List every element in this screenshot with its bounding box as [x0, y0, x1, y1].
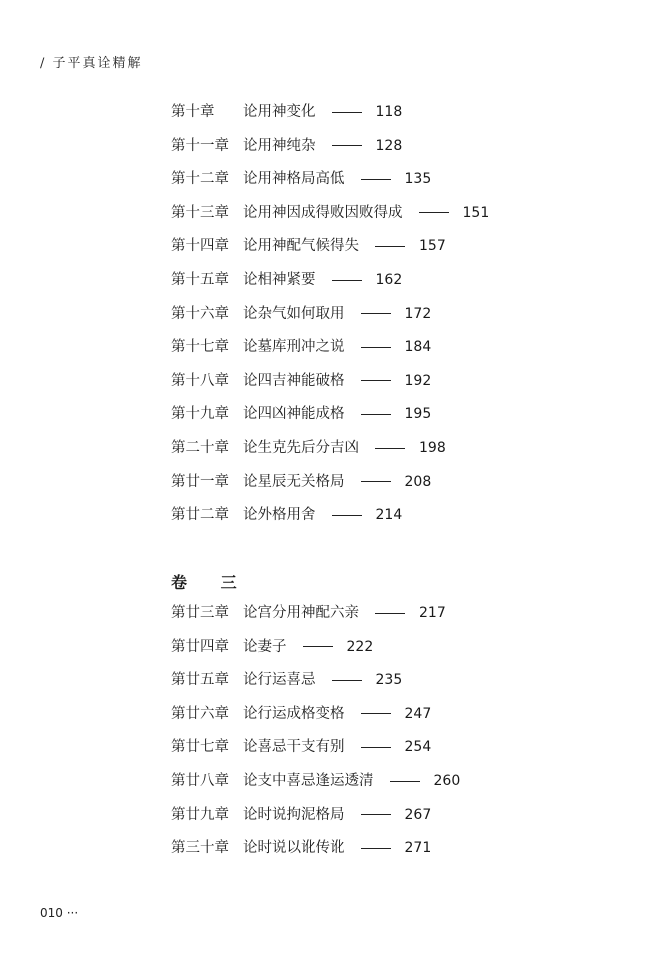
leader-dash: [332, 680, 362, 681]
toc-entry[interactable]: [171, 506, 402, 524]
toc-entry[interactable]: [171, 372, 431, 390]
volume-heading: 卷 三: [171, 573, 251, 592]
chapter-title: 论宫分用神配六亲: [243, 605, 359, 621]
chapter-title: 论用神格局高低: [243, 171, 345, 188]
page-number: 157: [419, 238, 446, 255]
page-number: 247: [404, 705, 432, 722]
chapter-number: 第廿八章: [171, 773, 229, 789]
chapter-number: 第廿一章: [171, 473, 229, 490]
chapter-number: 第廿五章: [171, 672, 229, 689]
chapter-title: 论行运喜忌: [243, 672, 316, 689]
chapter-title: 论用神因成得败因败得成: [243, 204, 403, 221]
leader-dash: [332, 515, 362, 516]
chapter-title: 论相神紧要: [243, 272, 316, 288]
leader-dash: [361, 313, 391, 314]
leader-dash: [332, 280, 362, 281]
chapter-title: 论杂气如何取用: [243, 305, 345, 322]
leader-dash: [303, 646, 333, 647]
page-number: 254: [404, 739, 432, 756]
chapter-number: 第十八章: [171, 372, 229, 389]
chapter-number: 第二十章: [171, 440, 229, 456]
chapter-number: 第十六章: [171, 305, 229, 322]
chapter-number: 第十九章: [171, 406, 229, 423]
toc-entry[interactable]: [171, 705, 431, 723]
leader-dash: [361, 713, 391, 714]
page-number: 172: [404, 305, 432, 322]
chapter-title: 论生克先后分吉凶: [243, 440, 359, 456]
chapter-number: 第廿七章: [171, 739, 229, 756]
page-number: 128: [375, 137, 403, 154]
toc-entry[interactable]: [171, 473, 431, 491]
toc-entry[interactable]: [171, 405, 431, 423]
toc-entry[interactable]: [171, 338, 431, 356]
toc-entry[interactable]: [171, 806, 431, 824]
chapter-title: 论时说拘泥格局: [243, 806, 345, 823]
leader-dash: [419, 212, 449, 213]
toc-entry[interactable]: [171, 204, 489, 222]
chapter-title: 论星辰无关格局: [243, 473, 345, 490]
page-number: 151: [462, 204, 490, 221]
chapter-number: 第廿四章: [171, 638, 229, 655]
page-folio: 010 ···: [40, 906, 79, 920]
chapter-number: 第十四章: [171, 238, 229, 255]
page-number: 118: [375, 104, 403, 120]
page-number: 192: [404, 372, 432, 389]
page-number: 184: [404, 339, 432, 356]
toc-entry[interactable]: [171, 671, 402, 689]
toc-entry[interactable]: [171, 103, 402, 121]
toc-entry[interactable]: [171, 839, 431, 857]
toc-entry[interactable]: [171, 271, 402, 289]
page-number: 208: [404, 473, 432, 490]
toc-entry[interactable]: [171, 604, 446, 622]
page-number: 260: [433, 773, 461, 789]
toc-entry[interactable]: [171, 738, 431, 756]
chapter-number: 第廿六章: [171, 705, 229, 722]
page-number: 195: [404, 406, 432, 423]
chapter-number: 第三十章: [171, 840, 229, 857]
toc-entry[interactable]: [171, 305, 431, 323]
toc-entry[interactable]: [171, 137, 402, 155]
chapter-title: 论支中喜忌逢运透清: [243, 773, 374, 789]
chapter-number: 第十五章: [171, 272, 229, 288]
chapter-title: 论墓库刑冲之说: [243, 339, 345, 356]
chapter-title: 论喜忌干支有别: [243, 739, 345, 756]
page-number: 217: [419, 605, 446, 621]
chapter-title: 论用神变化: [243, 104, 316, 120]
chapter-title: 论四吉神能破格: [243, 372, 345, 389]
leader-dash: [361, 347, 391, 348]
toc-entry[interactable]: [171, 638, 373, 656]
chapter-title: 论妻子: [243, 638, 287, 655]
page-number: 222: [346, 638, 374, 655]
toc-entry[interactable]: [171, 170, 431, 188]
chapter-number: 第十一章: [171, 137, 229, 154]
page-number: 271: [404, 840, 432, 857]
chapter-number: 第廿二章: [171, 507, 229, 524]
leader-dash: [361, 179, 391, 180]
leader-dash: [361, 747, 391, 748]
page-number: 198: [419, 440, 446, 456]
chapter-title: 论外格用舍: [243, 507, 316, 524]
leader-dash: [361, 481, 391, 482]
page-number: 235: [375, 672, 403, 689]
chapter-title: 论行运成格变格: [243, 705, 345, 722]
leader-dash: [332, 112, 362, 113]
chapter-number: 第十二章: [171, 171, 229, 188]
leader-dash: [361, 414, 391, 415]
leader-dash: [361, 814, 391, 815]
chapter-title: 论时说以讹传讹: [243, 840, 345, 857]
page-number: 162: [375, 272, 403, 288]
chapter-number: 第廿三章: [171, 605, 229, 621]
chapter-number: 第十三章: [171, 204, 229, 221]
running-head: / 子平真诠精解: [40, 56, 143, 71]
toc-entry[interactable]: [171, 237, 446, 255]
leader-dash: [375, 613, 405, 614]
chapter-number: 第十章: [171, 104, 215, 120]
leader-dash: [332, 145, 362, 146]
chapter-title: 论用神配气候得失: [243, 238, 359, 255]
chapter-title: 论用神纯杂: [243, 137, 316, 154]
leader-dash: [361, 380, 391, 381]
leader-dash: [361, 848, 391, 849]
toc-entry[interactable]: [171, 439, 446, 457]
chapter-number: 第十七章: [171, 339, 229, 356]
chapter-number: 第廿九章: [171, 806, 229, 823]
toc-entry[interactable]: [171, 772, 460, 790]
page-number: 214: [375, 507, 403, 524]
leader-dash: [375, 448, 405, 449]
chapter-title: 论四凶神能成格: [243, 406, 345, 423]
leader-dash: [375, 246, 405, 247]
leader-dash: [390, 781, 420, 782]
page-number: 135: [404, 171, 432, 188]
page-number: 267: [404, 806, 432, 823]
